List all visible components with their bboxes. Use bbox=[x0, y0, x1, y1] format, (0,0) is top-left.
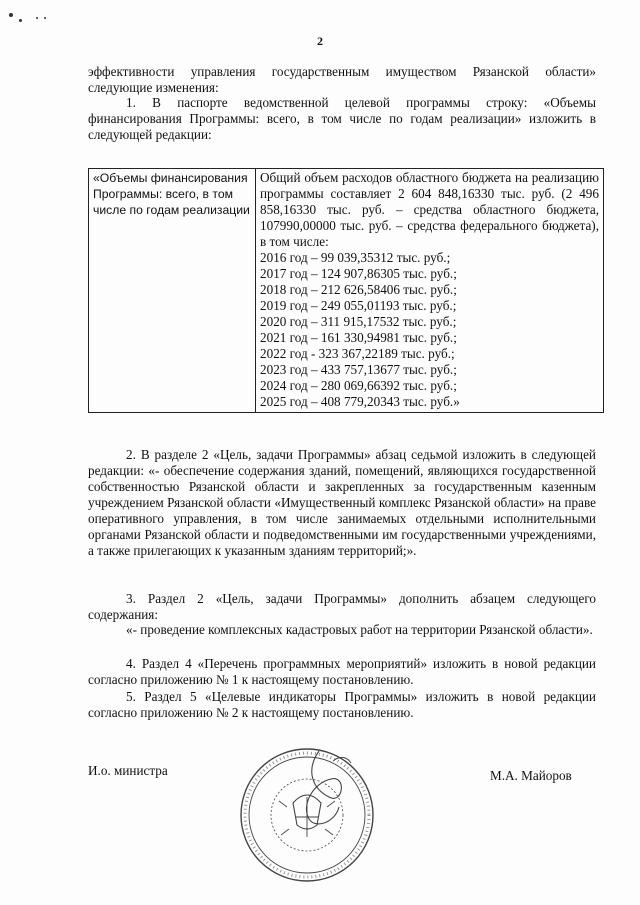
funding-year-line: 2016 год – 99 039,35312 тыс. руб.; bbox=[260, 250, 451, 265]
funding-table bbox=[88, 168, 604, 413]
page-number: 2 bbox=[317, 34, 323, 48]
scan-speck bbox=[19, 19, 22, 22]
funding-value-cell bbox=[256, 169, 604, 413]
funding-year-line: 2018 год – 212 626,58406 тыс. руб.; bbox=[260, 282, 457, 297]
item-5-paragraph: 5. Раздел 5 «Целевые индикаторы Программы» изложить в новой редакции согласно приложению № 2 к настоящему постановлению. bbox=[88, 689, 596, 720]
scan-speck bbox=[9, 13, 13, 17]
funding-year-line: 2022 год - 323 367,22189 тыс. руб.; bbox=[260, 346, 455, 361]
official-seal bbox=[233, 737, 381, 885]
funding-label-cell: «Объемы финансирования Программы: всего, в том числе по годам реализации bbox=[89, 169, 256, 413]
scan-speck bbox=[36, 17, 38, 19]
funding-total-text: Общий объем расходов областного бюджета на реализацию программы составляет 2 604 848,16330 тыс. руб. (2 496 858,16330 тыс. руб. – средства областного бюджета, 107990,00000 тыс. руб. – средства федерального бюджета), в том числе: bbox=[260, 170, 599, 249]
item-2-paragraph: 2. В разделе 2 «Цель, задачи Программы» абзац седьмой изложить в следующей редакции: «- обеспечение содержания зданий, помещений, являющихся государственной собственностью Рязанской области и закрепленных за государственным казенным учреждением Рязанской области «Имущественный комплекс Рязанской области» на праве оперативного управления, в том числе занимаемых отдельными исполнительными органами Рязанской области и подведомственными им государственными учреждениями, а также прилегающих к указанным зданиям территорий;». bbox=[88, 447, 596, 558]
signatory-name: М.А. Майоров bbox=[490, 768, 572, 783]
funding-year-line: 2017 год – 124 907,86305 тыс. руб.; bbox=[260, 266, 457, 281]
scan-speck bbox=[44, 17, 46, 19]
funding-row bbox=[89, 169, 604, 413]
signatory-position: И.о. министра bbox=[88, 763, 168, 778]
item-3-paragraph: 3. Раздел 2 «Цель, задачи Программы» дополнить абзацем следующего содержания: bbox=[88, 591, 596, 622]
funding-year-line: 2024 год – 280 069,66392 тыс. руб.; bbox=[260, 378, 457, 393]
item-4-paragraph: 4. Раздел 4 «Перечень программных мероприятий» изложить в новой редакции согласно приложению № 1 к настоящему постановлению. bbox=[88, 656, 596, 687]
funding-year-line: 2021 год – 161 330,94981 тыс. руб.; bbox=[260, 330, 457, 345]
funding-year-line: 2023 год – 433 757,13677 тыс. руб.; bbox=[260, 362, 457, 377]
funding-year-line: 2020 год – 311 915,17532 тыс. руб.; bbox=[260, 314, 457, 329]
funding-year-line: 2025 год – 408 779,20343 тыс. руб.» bbox=[260, 394, 460, 409]
item-1-paragraph: 1. В паспорте ведомственной целевой программы строку: «Объемы финансирования Программы: всего, в том числе по годам реализации» изложить в следующей редакции: bbox=[88, 95, 596, 142]
item-3-quote: «- проведение комплексных кадастровых работ на территории Рязанской области». bbox=[126, 622, 593, 637]
funding-year-line: 2019 год – 249 055,01193 тыс. руб.; bbox=[260, 298, 457, 313]
intro-paragraph: эффективности управления государственным имуществом Рязанской области» следующие изменения: bbox=[88, 64, 596, 95]
